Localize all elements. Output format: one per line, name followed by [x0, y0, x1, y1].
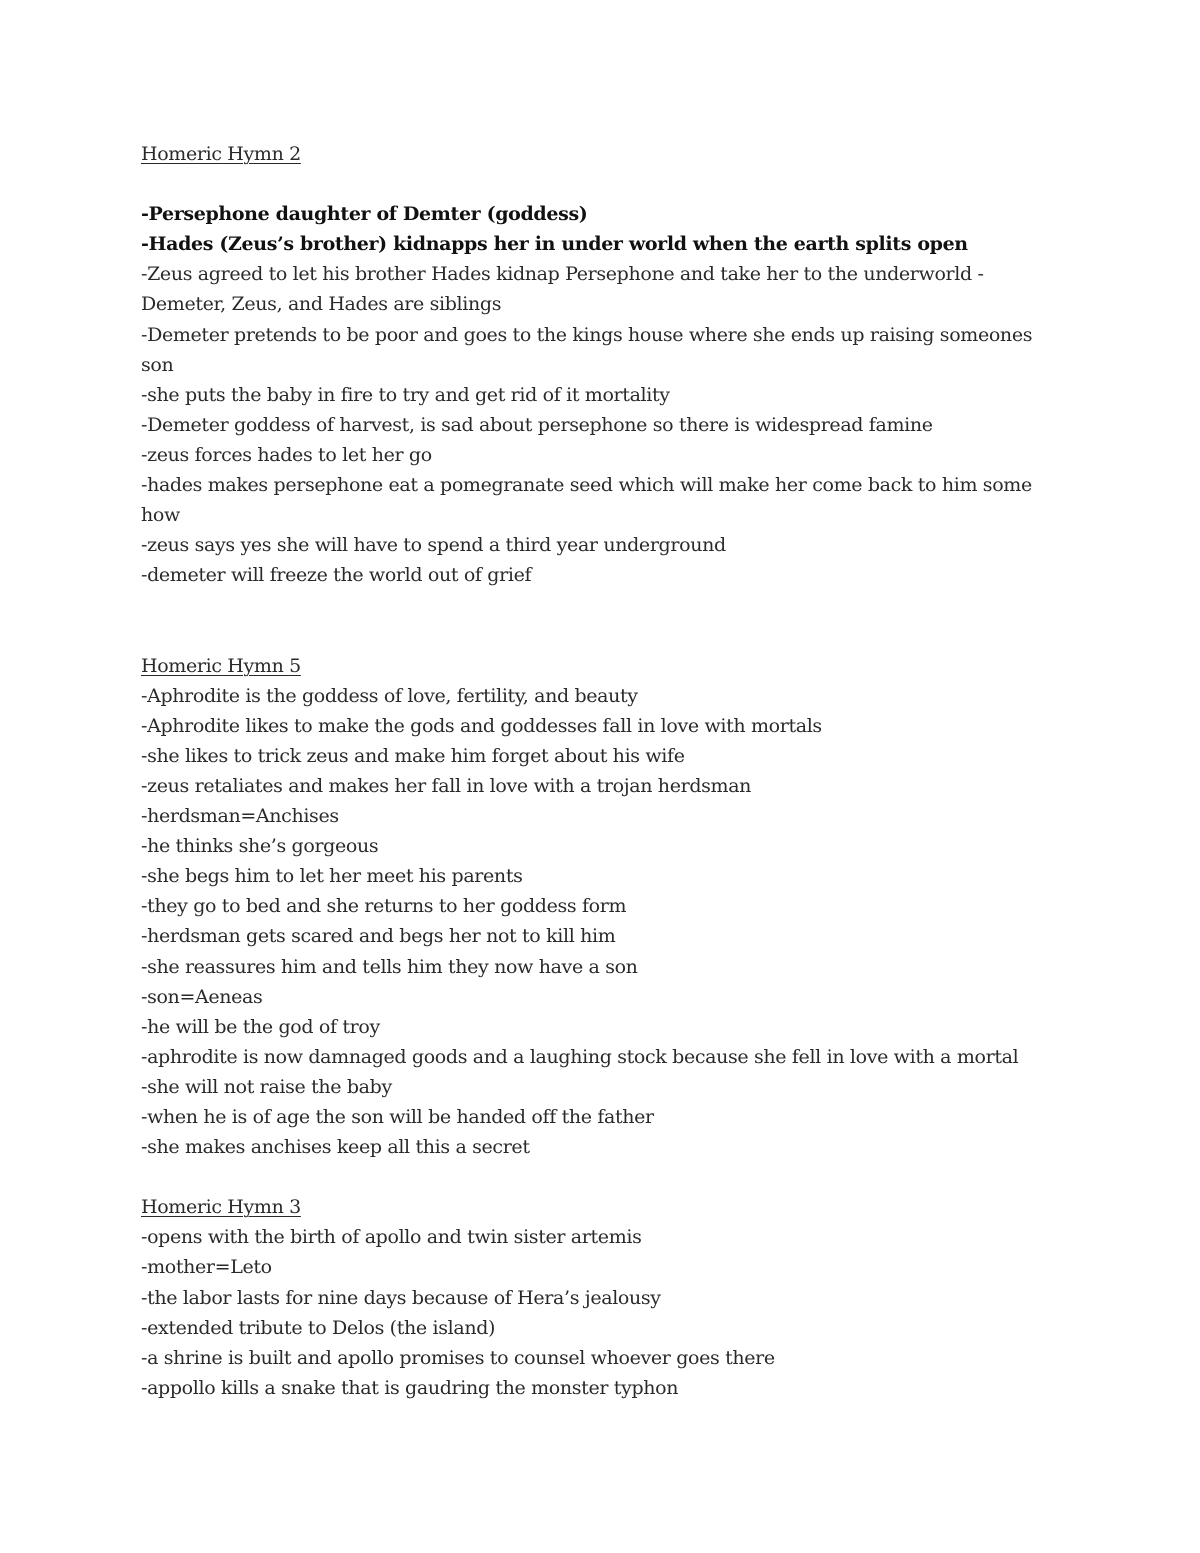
note-line: -she reassures him and tells him they now have a son [141, 955, 638, 978]
note-line: -they go to bed and she returns to her goddess form [141, 895, 627, 918]
note-line: -Persephone daughter of Demter (goddess) [141, 203, 588, 226]
spacer [141, 590, 1041, 650]
note-line: -son=Aeneas [141, 985, 263, 1008]
spacer [141, 169, 1041, 199]
section-heading-hymn-3: Homeric Hymn 3 [141, 1196, 301, 1219]
note-line: -Zeus agreed to let his brother Hades kidnap Persephone and take her to the underworld - Demeter, Zeus, and Hades are siblings [141, 263, 984, 316]
section-heading-hymn-5: Homeric Hymn 5 [141, 654, 301, 677]
note-line: -herdsman=Anchises [141, 805, 339, 828]
note-line: -Aphrodite is the goddess of love, fertility, and beauty [141, 684, 638, 707]
note-line: -aphrodite is now damnaged goods and a laughing stock because she fell in love with a mortal [141, 1045, 1019, 1068]
note-line: -Hades (Zeus’s brother) kidnapps her in under world when the earth splits open [141, 233, 968, 256]
note-line: -she puts the baby in fire to try and get rid of it mortality [141, 383, 670, 406]
note-line: -Aphrodite likes to make the gods and goddesses fall in love with mortals [141, 714, 822, 737]
note-line: -when he is of age the son will be handed off the father [141, 1106, 654, 1128]
spacer [141, 1162, 1041, 1192]
note-line: -demeter will freeze the world out of grief [141, 564, 532, 587]
note-line: -hades makes persephone eat a pomegranate seed which will make her come back to him some how [141, 474, 1032, 527]
section-heading-hymn-2: Homeric Hymn 2 [141, 143, 301, 165]
note-line: -she will not raise the baby [141, 1075, 392, 1098]
document-body [141, 139, 1041, 1403]
note-line: -Demeter goddess of harvest, is sad about persephone so there is widespread famine [141, 413, 933, 436]
note-line: -mother=Leto [141, 1256, 272, 1279]
note-line: -she makes anchises keep all this a secret [141, 1136, 530, 1159]
note-line: -she likes to trick zeus and make him forget about his wife [141, 744, 685, 767]
note-line: -a shrine is built and apollo promises to counsel whoever goes there [141, 1346, 775, 1369]
note-line: -opens with the birth of apollo and twin sister artemis [141, 1226, 642, 1249]
note-line: -herdsman gets scared and begs her not to kill him [141, 925, 616, 948]
note-line: -the labor lasts for nine days because of Hera’s jealousy [141, 1286, 661, 1309]
note-line: -Demeter pretends to be poor and goes to the kings house where she ends up raising someones son [141, 323, 1033, 376]
note-line: -appollo kills a snake that is gaudring the monster typhon [141, 1376, 679, 1399]
note-line: -he thinks she’s gorgeous [141, 835, 379, 858]
note-line: -extended tribute to Delos (the island) [141, 1316, 496, 1339]
note-line: -she begs him to let her meet his parents [141, 865, 523, 888]
note-line: -he will be the god of troy [141, 1015, 380, 1038]
note-line: -zeus says yes she will have to spend a third year underground [141, 534, 726, 557]
note-line: -zeus retaliates and makes her fall in love with a trojan herdsman [141, 774, 752, 797]
note-line: -zeus forces hades to let her go [141, 443, 432, 466]
